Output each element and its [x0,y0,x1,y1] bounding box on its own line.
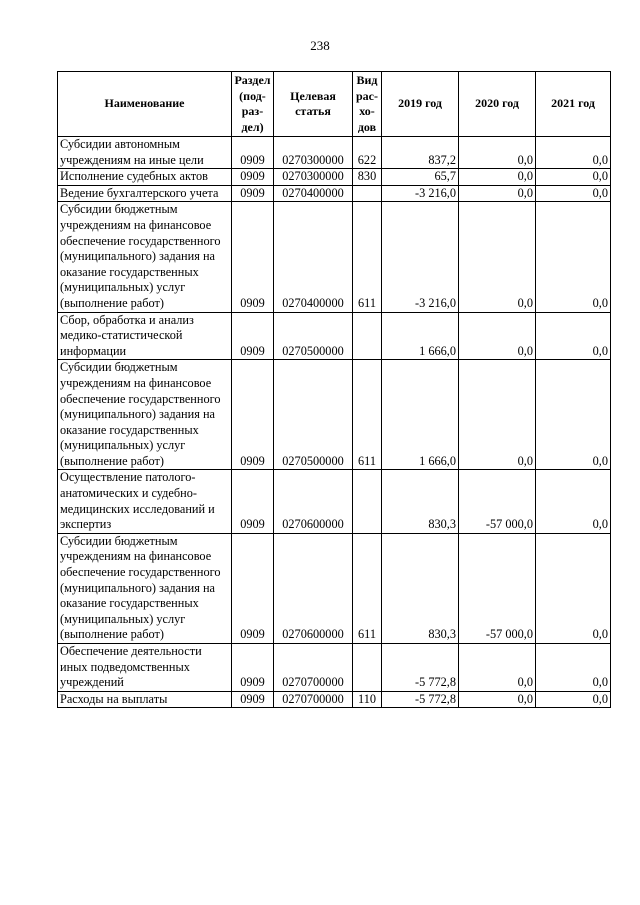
row-target: 0270600000 [274,533,353,643]
row-name: Субсидии бюджетным учреждениям на финансовое обеспечение государственного (муниципального) задания на оказание государственных (муниципальных) услуг (выполнение работ) [58,360,232,470]
row-2021: 0,0 [536,691,611,708]
row-2019: 65,7 [382,169,459,186]
table-row [58,691,611,708]
row-section: 0909 [232,533,274,643]
row-2020: -57 000,0 [459,470,536,533]
row-kind [353,644,382,692]
table-row [58,169,611,186]
row-target: 0270400000 [274,185,353,202]
row-2020: 0,0 [459,644,536,692]
row-2020: -57 000,0 [459,533,536,643]
page-number: 238 [310,38,330,53]
row-2019: -3 216,0 [382,202,459,312]
row-name: Субсидии бюджетным учреждениям на финансовое обеспечение государственного (муниципального) задания на оказание государственных (муниципальных) услуг (выполнение работ) [58,533,232,643]
row-2020: 0,0 [459,169,536,186]
row-kind: 622 [353,137,382,169]
header-2020: 2020 год [459,72,536,137]
header-2021: 2021 год [536,72,611,137]
header-2019: 2019 год [382,72,459,137]
row-target: 0270300000 [274,137,353,169]
row-target: 0270700000 [274,644,353,692]
row-kind: 110 [353,691,382,708]
row-2021: 0,0 [536,185,611,202]
row-2021: 0,0 [536,312,611,360]
row-target: 0270300000 [274,169,353,186]
row-2019: 830,3 [382,470,459,533]
row-name: Осуществление патолого-анатомических и судебно-медицинских исследований и экспертиз [58,470,232,533]
budget-table [57,71,611,708]
header-target: Целевая статья [274,72,353,137]
row-kind [353,470,382,533]
row-name: Субсидии автономным учреждениям на иные цели [58,137,232,169]
header-kind: Вид рас- хо- дов [353,72,382,137]
table-row [58,644,611,692]
table-row [58,137,611,169]
row-section: 0909 [232,360,274,470]
table-row [58,470,611,533]
row-2019: 837,2 [382,137,459,169]
row-target: 0270400000 [274,202,353,312]
row-section: 0909 [232,185,274,202]
row-name: Расходы на выплаты [58,691,232,708]
row-2021: 0,0 [536,644,611,692]
row-kind: 611 [353,202,382,312]
row-2019: -5 772,8 [382,644,459,692]
row-name: Сбор, обработка и анализ медико-статистической информации [58,312,232,360]
row-2020: 0,0 [459,691,536,708]
table-row [58,312,611,360]
row-section: 0909 [232,644,274,692]
row-2021: 0,0 [536,360,611,470]
table-row [58,185,611,202]
row-section: 0909 [232,470,274,533]
row-2021: 0,0 [536,169,611,186]
row-section: 0909 [232,169,274,186]
row-section: 0909 [232,691,274,708]
row-name: Исполнение судебных актов [58,169,232,186]
row-2019: 830,3 [382,533,459,643]
row-kind: 830 [353,169,382,186]
row-2020: 0,0 [459,202,536,312]
row-2019: 1 666,0 [382,312,459,360]
row-kind [353,312,382,360]
header-section: Раздел (под- раз- дел) [232,72,274,137]
table-row [58,533,611,643]
table-row [58,202,611,312]
row-target: 0270500000 [274,360,353,470]
row-2020: 0,0 [459,312,536,360]
table-row [58,360,611,470]
row-2020: 0,0 [459,137,536,169]
row-section: 0909 [232,312,274,360]
row-2020: 0,0 [459,185,536,202]
row-target: 0270500000 [274,312,353,360]
row-2019: 1 666,0 [382,360,459,470]
row-2019: -3 216,0 [382,185,459,202]
header-name: Наименование [58,72,232,137]
row-name: Субсидии бюджетным учреждениям на финансовое обеспечение государственного (муниципального) задания на оказание государственных (муниципальных) услуг (выполнение работ) [58,202,232,312]
table-header-row [58,72,611,137]
row-2021: 0,0 [536,470,611,533]
row-target: 0270600000 [274,470,353,533]
row-target: 0270700000 [274,691,353,708]
row-kind [353,185,382,202]
row-name: Обеспечение деятельности иных подведомственных учреждений [58,644,232,692]
row-2021: 0,0 [536,533,611,643]
row-name: Ведение бухгалтерского учета [58,185,232,202]
row-kind: 611 [353,533,382,643]
row-section: 0909 [232,202,274,312]
row-2021: 0,0 [536,137,611,169]
row-2019: -5 772,8 [382,691,459,708]
row-section: 0909 [232,137,274,169]
row-kind: 611 [353,360,382,470]
row-2020: 0,0 [459,360,536,470]
row-2021: 0,0 [536,202,611,312]
